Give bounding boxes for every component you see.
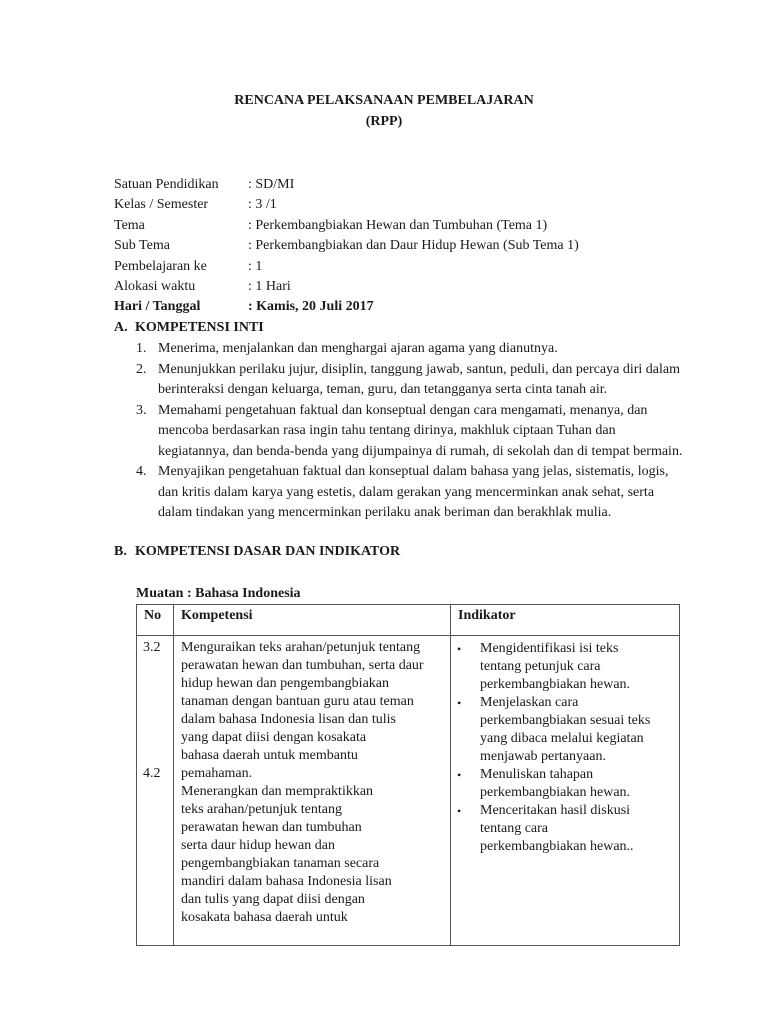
list-text: Menyajikan pengetahuan faktual dan konseptual dalam bahasa yang jelas, sistematis, logis, dan kritis dalam karya yang estetis, dalam gerakan yang mencerminkan anak sehat, serta dalam tindakan yang mencerminkan perilaku anak beriman dan berakhlak mulia. <box>158 464 669 520</box>
info-row-kelas <box>114 195 579 215</box>
table-row <box>137 636 680 946</box>
info-row-subtema <box>114 236 579 256</box>
info-label: Alokasi waktu <box>114 278 196 294</box>
info-label: Pembelajaran ke <box>114 258 207 274</box>
list-item <box>114 360 734 401</box>
list-text: Memahami pengetahuan faktual dan konseptual dengan cara mengamati, menanya, dan mencoba berdasarkan rasa ingin tahu tentang dirinya, makhluk ciptaan Tuhan dan kegiatannya, dan benda-benda yang dijumpainya di rumah, di sekolah dan di tempat bermain. <box>158 402 683 459</box>
info-value: : 1 Hari <box>248 278 291 294</box>
info-value: : Kamis, 20 Juli 2017 <box>248 299 374 315</box>
kompetensi-dasar-table <box>136 604 680 946</box>
info-value: : 1 <box>248 258 263 274</box>
info-value: : SD/MI <box>248 177 295 192</box>
muatan-label: Muatan : Bahasa Indonesia <box>136 586 301 601</box>
list-number: 3. <box>136 402 147 418</box>
column-header-no: No <box>137 605 174 636</box>
list-item <box>457 640 679 694</box>
section-a-heading <box>114 318 264 338</box>
kompetensi-inti-list <box>114 339 734 524</box>
section-title: KOMPETENSI DASAR DAN INDIKATOR <box>135 544 401 559</box>
info-label: Sub Tema <box>114 238 170 254</box>
list-text: Menerima, menjalankan dan menghargai ajaran agama yang dianutnya. <box>158 341 558 356</box>
kompetensi-text: Menerangkan dan mempraktikkan teks arahan/petunjuk tentang perawatan hewan dan tumbuhan serta daur hidup hewan dan pengembangbiakan tanaman secara mandiri dalam bahasa Indonesia lisan dan tulis yang dapat diisi dengan kosakata bahasa daerah untuk <box>181 784 392 925</box>
info-value: : Perkembangbiakan Hewan dan Tumbuhan (Tema 1) <box>248 217 548 233</box>
list-number: 2. <box>136 361 147 377</box>
info-label: Kelas / Semester <box>114 197 209 213</box>
info-row-tema <box>114 216 579 236</box>
list-number: 1. <box>136 341 147 356</box>
identity-block <box>114 175 579 318</box>
no-value: 3.2 <box>143 640 161 655</box>
column-header-kompetensi: Kompetensi <box>174 605 451 636</box>
document-title: RENCANA PELAKSANAAN PEMBELAJARAN <box>234 93 534 108</box>
list-item <box>457 694 679 766</box>
info-value: : Perkembangbiakan dan Daur Hidup Hewan (Sub Tema 1) <box>248 238 579 254</box>
indikator-text: Mengidentifikasi isi teks tentang petunjuk cara perkembangbiakan hewan. <box>480 641 631 692</box>
info-row-satuan <box>114 175 579 195</box>
info-value: : 3 /1 <box>248 197 277 213</box>
list-item <box>114 462 734 524</box>
info-row-alokasi <box>114 277 579 297</box>
list-item <box>114 339 734 360</box>
column-header-indikator: Indikator <box>451 605 680 636</box>
table-header-row <box>137 605 680 636</box>
section-letter: B. <box>114 544 127 559</box>
indikator-text: Menceritakan hasil diskusi tentang cara perkembangbiakan hewan.. <box>480 803 634 854</box>
list-item <box>114 401 734 463</box>
indikator-text: Menuliskan tahapan perkembangbiakan hewan. <box>480 767 631 800</box>
bullet-icon: • <box>457 696 462 710</box>
no-value: 4.2 <box>143 766 161 781</box>
indikator-text: Menjelaskan cara perkembangbiakan sesuai teks yang dibaca melalui kegiatan menjawab pertanyaan. <box>480 695 651 764</box>
section-title: KOMPETENSI INTI <box>135 320 264 335</box>
indikator-list <box>457 640 679 856</box>
section-b-heading <box>114 542 400 562</box>
section-letter: A. <box>114 320 128 335</box>
indikator-cell <box>451 636 680 946</box>
no-cell <box>137 636 174 946</box>
bullet-icon: • <box>457 804 462 818</box>
info-row-pembelajaran <box>114 257 579 277</box>
info-label: Satuan Pendidikan <box>114 177 219 192</box>
kompetensi-text: Menguraikan teks arahan/petunjuk tentang perawatan hewan dan tumbuhan, serta daur hidup hewan dan pengembangbiakan tanaman dengan bantuan guru atau teman dalam bahasa Indonesia lisan dan tulis yang dapat diisi dengan kosakata bahasa daerah untuk membantu pemahaman. <box>181 640 424 781</box>
list-item <box>457 766 679 802</box>
info-label: Hari / Tanggal <box>114 299 201 315</box>
bullet-icon: • <box>457 768 462 782</box>
kompetensi-cell <box>174 636 451 946</box>
list-text: Menunjukkan perilaku jujur, disiplin, tanggung jawab, santun, peduli, dan percaya diri dalam berinteraksi dengan keluarga, teman, guru, dan tetangganya serta cinta tanah air. <box>158 361 680 397</box>
document-subtitle: (RPP) <box>365 114 403 129</box>
list-item <box>457 802 679 856</box>
info-row-tanggal <box>114 297 579 317</box>
info-label: Tema <box>114 217 145 233</box>
bullet-icon: • <box>457 642 462 656</box>
list-number: 4. <box>136 464 147 479</box>
